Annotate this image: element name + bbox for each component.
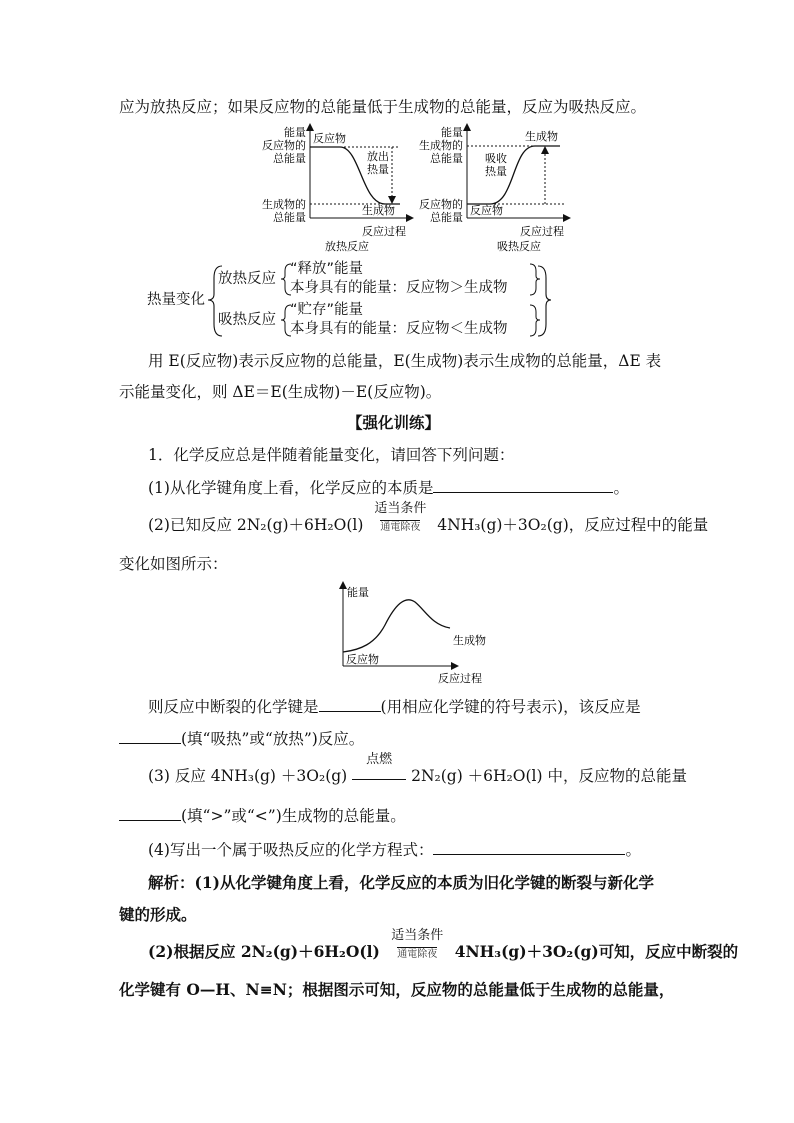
question-text: (填“>”或“<”)生成物的总能量。 <box>181 807 406 825</box>
reaction-condition <box>368 501 432 538</box>
endo-label: 吸热反应 <box>218 312 276 328</box>
end-label: 生成物 <box>525 130 558 143</box>
energy-curve <box>467 146 560 204</box>
bottom-level-label: 反应物的 <box>419 198 463 211</box>
top-level-label: 总能量 <box>430 152 463 165</box>
question-text: (填“吸热”或“放热”)反应。 <box>181 730 365 748</box>
bottom-level-label: 总能量 <box>430 211 463 224</box>
paragraph-line: 用 E(反应物)表示反应物的总能量，E(生成物)表示生成物的总能量，ΔE 表 <box>148 352 662 370</box>
condition-top: 适当条件 <box>391 928 444 943</box>
section-title: 【强化训练】 <box>347 413 441 432</box>
solution-line: 化学键有 O—H、N≡N；根据图示可知，反应物的总能量低于生成物的总能量， <box>119 980 675 999</box>
solution-line: 解析：(1)从化学键角度上看，化学反应的本质为旧化学键的断裂与新化学 <box>148 873 654 892</box>
question-part-2 <box>148 501 709 538</box>
paragraph-line: 变化如图所示： <box>119 555 228 573</box>
exo-label: 放热反应 <box>218 271 276 287</box>
answer-blank[interactable] <box>119 729 181 744</box>
question-text: (4)写出一个属于吸热反应的化学方程式： <box>148 841 434 859</box>
energy-curve <box>343 600 450 652</box>
energy-diagrams-figure <box>0 122 794 262</box>
end-label: 生成物 <box>453 634 486 647</box>
condition-top: 适当条件 <box>374 501 427 516</box>
figure-caption: 放热反应 <box>325 240 369 253</box>
answer-blank[interactable] <box>433 840 625 855</box>
question-text: 。 <box>613 479 629 497</box>
solution-line: 键的形成。 <box>119 905 197 924</box>
x-title: 反应过程 <box>362 225 406 238</box>
reaction-energy-chart <box>0 580 794 690</box>
bottom-level-label: 生成物的 <box>262 198 306 211</box>
exo-line-a: “释放”能量 <box>290 261 364 277</box>
paragraph-line: 应为放热反应；如果反应物的总能量低于生成物的总能量，反应为吸热反应。 <box>119 98 647 116</box>
arrow-label: 热量 <box>485 165 507 178</box>
question-part-4 <box>148 840 641 860</box>
question-part-2-answer <box>119 729 364 749</box>
exo-line-b: 本身具有的能量：反应物＞生成物 <box>290 280 508 296</box>
condition-bottom: 通電除夜 <box>380 522 421 533</box>
x-title: 反应过程 <box>438 672 482 685</box>
equation-right: 4NH₃(g)＋3O₂(g)可知，反应中断裂的 <box>454 942 739 961</box>
question-part-2-answer <box>148 697 641 717</box>
question-text: 。 <box>625 841 641 859</box>
paragraph-line: 示能量变化，则 ΔE＝E(生成物)－E(反应物)。 <box>119 383 442 401</box>
answer-blank[interactable] <box>119 806 181 821</box>
reaction-condition <box>352 752 406 786</box>
answer-blank[interactable] <box>319 697 381 712</box>
closing-brace <box>538 266 551 336</box>
question-part-3 <box>148 752 687 786</box>
y-title: 能量 <box>441 126 463 139</box>
equation-left: (3) 反应 4NH₃(g) ＋3O₂(g) <box>148 767 348 785</box>
reaction-condition <box>385 928 449 965</box>
endo-line-a: “贮存”能量 <box>290 302 364 318</box>
exothermic-diagram <box>262 125 410 253</box>
top-level-label: 总能量 <box>273 152 306 165</box>
start-label: 反应物 <box>313 132 346 145</box>
x-title: 反应过程 <box>520 225 564 238</box>
arrow-label: 放出 <box>367 150 389 163</box>
condition-top: 点燃 <box>366 752 393 767</box>
condition-bottom: 通電除夜 <box>397 949 438 960</box>
y-title: 能量 <box>347 586 369 599</box>
start-label: 反应物 <box>470 204 503 217</box>
question-part-3-line2 <box>119 806 406 826</box>
question-text: 则反应中断裂的化学键是 <box>148 698 319 716</box>
endothermic-diagram <box>419 125 567 253</box>
arrow-label: 吸收 <box>485 152 507 165</box>
endo-line-b: 本身具有的能量：反应物＜生成物 <box>290 321 508 337</box>
start-label: 反应物 <box>346 653 379 666</box>
end-label: 生成物 <box>362 204 395 217</box>
question-part-1 <box>148 478 629 498</box>
equation-left: (2)已知反应 2N₂(g)＋6H₂O(l) <box>148 516 364 534</box>
question-text: (1)从化学键角度上看，化学反应的本质是 <box>148 479 434 497</box>
equation-right: 2N₂(g) ＋6H₂O(l) 中，反应物的总能量 <box>411 767 687 785</box>
question-text: (用相应化学键的符号表示)，该反应是 <box>380 698 641 716</box>
equation-right: 4NH₃(g)＋3O₂(g)，反应过程中的能量 <box>437 516 709 534</box>
closing-brace <box>530 264 540 295</box>
top-level-label: 反应物的 <box>262 139 306 152</box>
closing-brace <box>530 305 540 336</box>
figure-caption: 吸热反应 <box>497 240 541 253</box>
bottom-level-label: 总能量 <box>273 211 306 224</box>
equation-left: (2)根据反应 2N₂(g)＋6H₂O(l) <box>148 942 380 961</box>
arrow-label: 热量 <box>367 163 389 176</box>
summary-root-label: 热量变化 <box>147 292 205 308</box>
question-title: 1．化学反应总是伴随着能量变化，请回答下列问题： <box>148 446 515 464</box>
y-title: 能量 <box>284 126 306 139</box>
answer-blank[interactable] <box>433 478 613 493</box>
solution-line <box>148 928 739 965</box>
heat-change-summary <box>0 258 794 343</box>
top-level-label: 生成物的 <box>419 139 463 152</box>
